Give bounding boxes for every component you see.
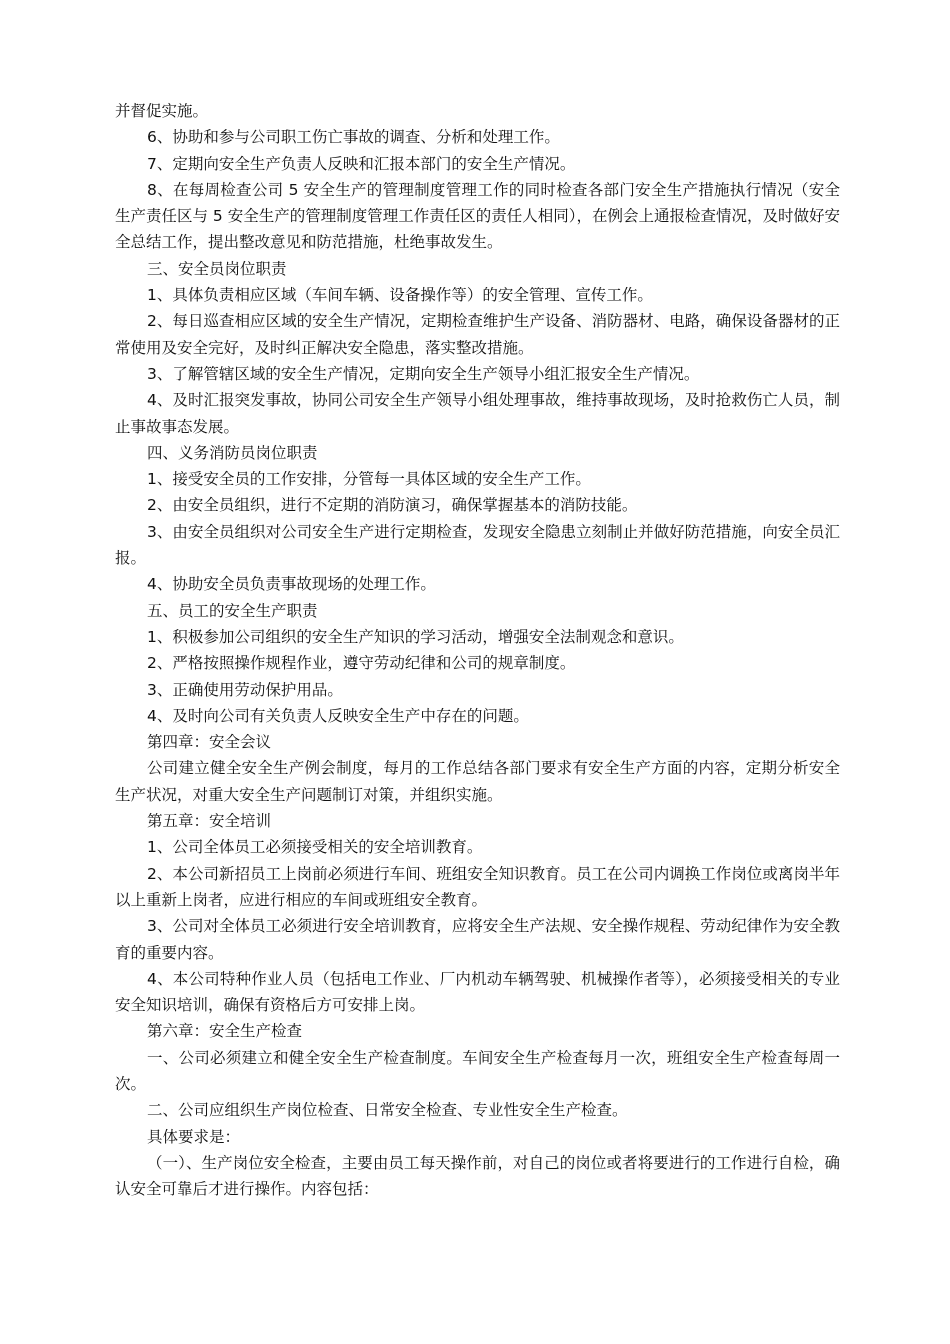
paragraph-item: 二、公司应组织生产岗位检查、日常安全检查、专业性安全生产检查。 (147, 1101, 628, 1120)
paragraph-item: 一、公司必须建立和健全安全生产检查制度。车间安全生产检查每月一次，班组安全生产检查每周一次。 (115, 1048, 840, 1093)
chapter-heading: 第五章：安全培训 (147, 812, 272, 831)
section-heading: 五、员工的安全生产职责 (147, 601, 318, 620)
paragraph-item: 具体要求是： (147, 1127, 241, 1146)
paragraph-item: 2、每日巡查相应区域的安全生产情况，定期检查维护生产设备、消防器材、电路，确保设备器材的正常使用及安全完好，及时纠正解决安全隐患，落实整改措施。 (115, 312, 840, 357)
section-heading: 三、安全员岗位职责 (147, 259, 287, 278)
paragraph-item: 3、正确使用劳动保护用品。 (147, 680, 343, 699)
paragraph-continuation: 并督促实施。 (115, 102, 209, 120)
paragraph-item: 4、本公司特种作业人员（包括电工作业、厂内机动车辆驾驶、机械操作者等），必须接受相关的专业安全知识培训，确保有资格后方可安排上岗。 (115, 969, 840, 1015)
paragraph-item: 4、协助安全员负责事故现场的处理工作。 (147, 575, 436, 594)
document-body (115, 98, 840, 1202)
paragraph-item: 1、积极参加公司组织的安全生产知识的学习活动，增强安全法制观念和意识。 (147, 627, 684, 646)
paragraph-item: 7、定期向安全生产负责人反映和汇报本部门的安全生产情况。 (147, 154, 576, 173)
paragraph-item: 4、及时向公司有关负责人反映安全生产中存在的问题。 (147, 706, 529, 725)
paragraph-item: 1、公司全体员工必须接受相关的安全培训教育。 (147, 838, 483, 857)
paragraph-item: 8、在每周检查公司 5 安全生产的管理制度管理工作的同时检查各部门安全生产措施执行情况（安全生产责任区与 5 安全生产的管理制度管理工作责任区的责任人相同），在例会上通报检查情况，及时做好安全总结工作，提出整改意见和防范措施，杜绝事故发生。 (115, 180, 840, 252)
paragraph-item: 1、接受安全员的工作安排，分管每一具体区域的安全生产工作。 (147, 470, 591, 489)
paragraph-item: 3、由安全员组织对公司安全生产进行定期检查，发现安全隐患立刻制止并做好防范措施，向安全员汇报。 (115, 522, 840, 568)
paragraph-item: 2、由安全员组织，进行不定期的消防演习，确保掌握基本的消防技能。 (147, 496, 638, 515)
paragraph-item: 4、及时汇报突发事故，协同公司安全生产领导小组处理事故，维持事故现场，及时抢救伤亡人员，制止事故事态发展。 (115, 391, 840, 436)
paragraph-item: 2、本公司新招员工上岗前必须进行车间、班组安全知识教育。员工在公司内调换工作岗位或离岗半年以上重新上岗者，应进行相应的车间或班组安全教育。 (115, 864, 840, 909)
paragraph-item: 3、公司对全体员工必须进行安全培训教育，应将安全生产法规、安全操作规程、劳动纪律作为安全教育的重要内容。 (115, 917, 840, 962)
section-heading: 四、义务消防员岗位职责 (147, 443, 318, 462)
paragraph-item: （一）、生产岗位安全检查，主要由员工每天操作前，对自己的岗位或者将要进行的工作进行自检，确认安全可靠后才进行操作。内容包括： (115, 1153, 840, 1199)
paragraph-item: 1、具体负责相应区域（车间车辆、设备操作等）的安全管理、宣传工作。 (147, 286, 653, 305)
paragraph-item: 公司建立健全安全生产例会制度，每月的工作总结各部门要求有安全生产方面的内容，定期分析安全生产状况，对重大安全生产问题制订对策，并组织实施。 (115, 759, 840, 804)
paragraph-item: 2、严格按照操作规程作业，遵守劳动纪律和公司的规章制度。 (147, 654, 576, 673)
paragraph-item: 3、了解管辖区域的安全生产情况，定期向安全生产领导小组汇报安全生产情况。 (147, 364, 700, 383)
paragraph-item: 6、协助和参与公司职工伤亡事故的调查、分析和处理工作。 (147, 128, 560, 147)
chapter-heading: 第六章：安全生产检查 (147, 1022, 303, 1041)
chapter-heading: 第四章：安全会议 (147, 733, 272, 752)
